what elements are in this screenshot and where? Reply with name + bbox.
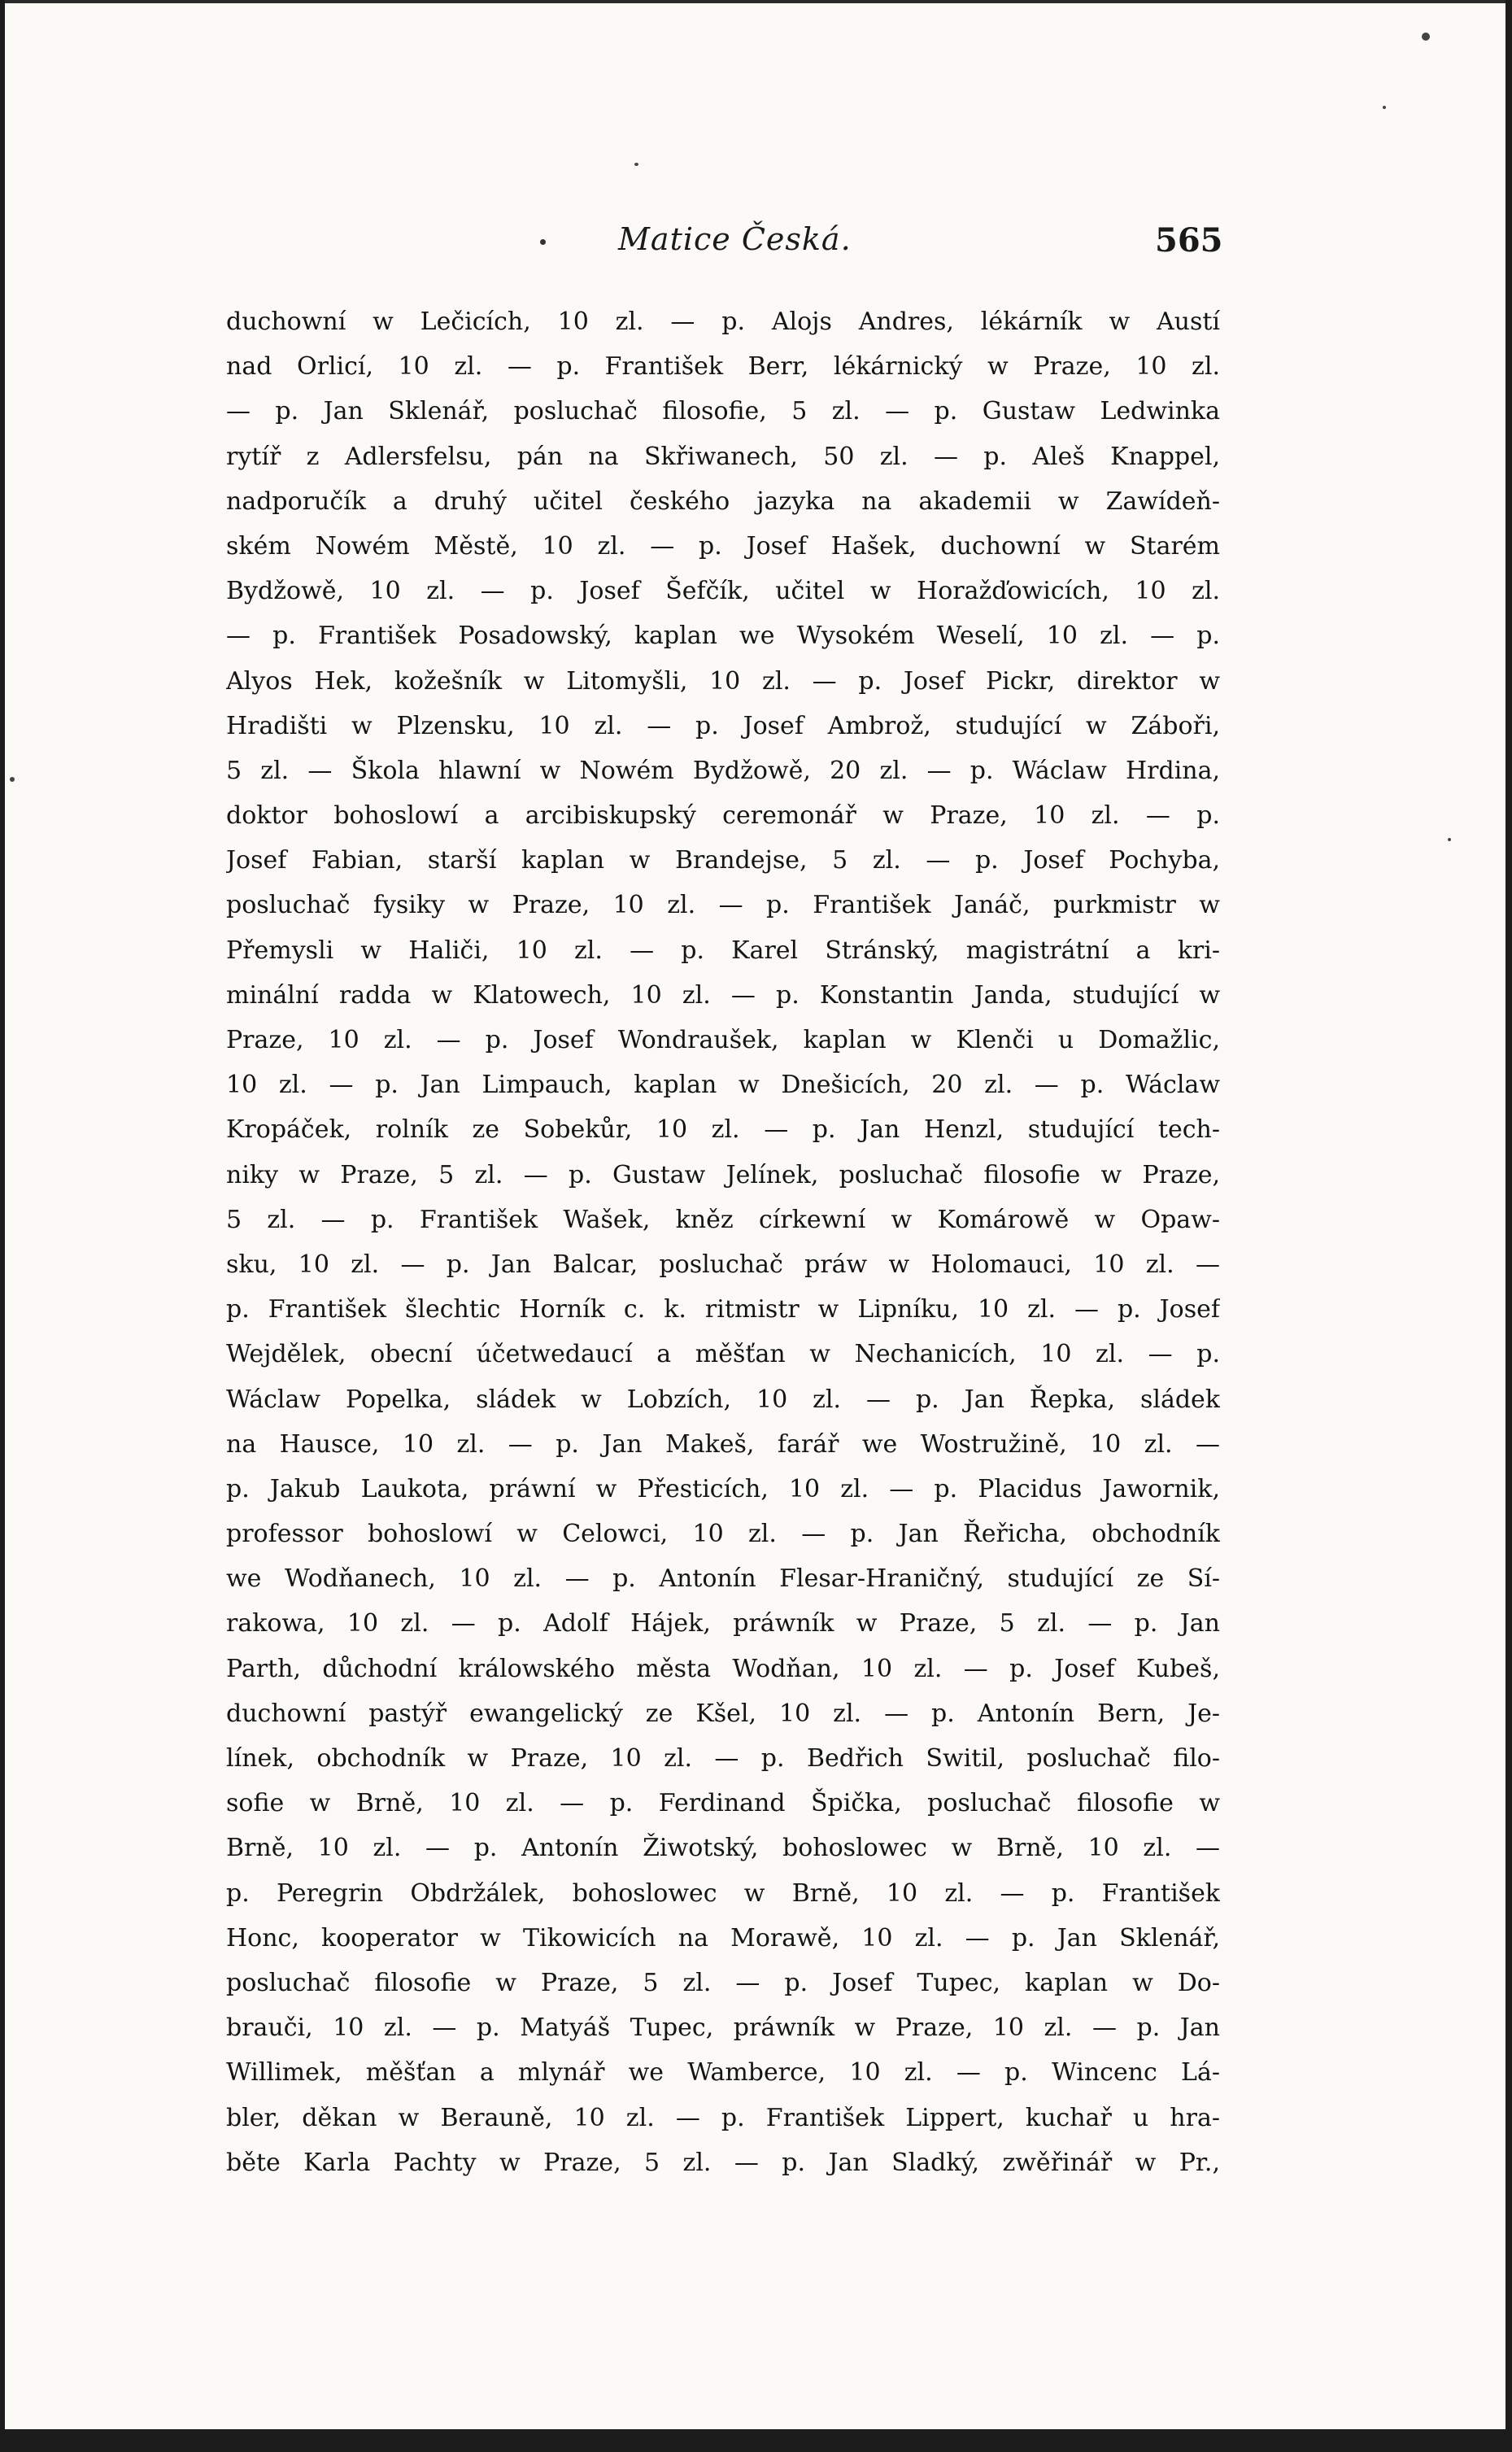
text-line: doktor bohoslowí a arcibiskupský ceremonář w Praze, 10 zl. — p. xyxy=(226,801,1220,831)
text-line: Wáclaw Popelka, sládek w Lobzích, 10 zl. — p. Jan Řepka, sládek xyxy=(226,1385,1220,1414)
text-line: Brně, 10 zl. — p. Antonín Žiwotský, bohoslowec w Brně, 10 zl. — xyxy=(226,1834,1220,1863)
scan-speck xyxy=(634,163,638,166)
text-line: Parth, důchodní králowského města Wodňan, 10 zl. — p. Josef Kubeš, xyxy=(226,1654,1220,1683)
text-line: p. František šlechtic Horník c. k. ritmistr w Lipníku, 10 zl. — p. Josef xyxy=(226,1295,1220,1324)
scan-border-top xyxy=(0,0,1512,3)
scan-border-left xyxy=(0,0,5,2452)
text-line: Bydžowě, 10 zl. — p. Josef Šefčík, učitel w Horažďowicích, 10 zl. xyxy=(226,577,1220,606)
header-dot-mark xyxy=(540,239,546,245)
text-line: Josef Fabian, starší kaplan w Brandejse, 5 zl. — p. Josef Pochyba, xyxy=(226,846,1220,875)
text-line: Willimek, měšťan a mlynář we Wamberce, 10 zl. — p. Wincenc Lá- xyxy=(226,2058,1220,2088)
text-line: Hradišti w Plzensku, 10 zl. — p. Josef Ambrož, studující w Záboři, xyxy=(226,711,1220,740)
text-line: Kropáček, rolník ze Sobekůr, 10 zl. — p. Jan Henzl, studující tech- xyxy=(226,1115,1220,1145)
scan-speck xyxy=(1422,33,1430,41)
scan-speck xyxy=(1448,838,1451,841)
text-line: duchowní pastýř ewangelický ze Kšel, 10 zl. — p. Antonín Bern, Je- xyxy=(226,1699,1220,1728)
text-line: sofie w Brně, 10 zl. — p. Ferdinand Špička, posluchač filosofie w xyxy=(226,1789,1220,1818)
text-line: 5 zl. — Škola hlawní w Nowém Bydžowě, 20 zl. — p. Wáclaw Hrdina, xyxy=(226,756,1220,785)
text-line: nad Orlicí, 10 zl. — p. František Berr, lékárnický w Praze, 10 zl. xyxy=(226,352,1220,382)
text-line: běte Karla Pachty w Praze, 5 zl. — p. Jan Sladký, zwěřinář w Pr., xyxy=(226,2148,1220,2177)
text-line: we Wodňanech, 10 zl. — p. Antonín Flesar-Hraničný, studující ze Sí- xyxy=(226,1564,1220,1594)
text-line: 5 zl. — p. František Wašek, kněz církewní w Komárowě w Opaw- xyxy=(226,1205,1220,1234)
text-line: rakowa, 10 zl. — p. Adolf Hájek, práwník w Praze, 5 zl. — p. Jan xyxy=(226,1609,1220,1638)
text-line: — p. František Posadowský, kaplan we Wysokém Weselí, 10 zl. — p. xyxy=(226,622,1220,651)
text-line: rytíř z Adlersfelsu, pán na Skřiwanech, 50 zl. — p. Aleš Knappel, xyxy=(226,442,1220,471)
text-line: posluchač fysiky w Praze, 10 zl. — p. František Janáč, purkmistr w xyxy=(226,891,1220,920)
text-line: Alyos Hek, kožešník w Litomyšli, 10 zl. — p. Josef Pickr, direktor w xyxy=(226,666,1220,696)
text-line: línek, obchodník w Praze, 10 zl. — p. Bedřich Switil, posluchač filo- xyxy=(226,1744,1220,1773)
page-number: 565 xyxy=(1155,221,1223,260)
body-text xyxy=(226,299,1220,2185)
text-line: sku, 10 zl. — p. Jan Balcar, posluchač práw w Holomauci, 10 zl. — xyxy=(226,1250,1220,1279)
text-line: ském Nowém Městě, 10 zl. — p. Josef Hašek, duchowní w Starém xyxy=(226,531,1220,561)
text-line: Praze, 10 zl. — p. Josef Wondraušek, kaplan w Klenči u Domažlic, xyxy=(226,1026,1220,1054)
text-line: — p. Jan Sklenář, posluchač filosofie, 5 zl. — p. Gustaw Ledwinka xyxy=(226,397,1220,426)
text-line: brauči, 10 zl. — p. Matyáš Tupec, práwník w Praze, 10 zl. — p. Jan xyxy=(226,2014,1220,2043)
scan-border-bottom xyxy=(0,2429,1512,2452)
text-line: Honc, kooperator w Tikowicích na Morawě, 10 zl. — p. Jan Sklenář, xyxy=(226,1923,1220,1952)
scan-speck xyxy=(10,777,15,782)
text-line: posluchač filosofie w Praze, 5 zl. — p. Josef Tupec, kaplan w Do- xyxy=(226,1968,1220,1997)
scan-border-right xyxy=(1505,0,1512,2452)
text-line: 10 zl. — p. Jan Limpauch, kaplan w Dnešicích, 20 zl. — p. Wáclaw xyxy=(226,1071,1220,1100)
text-line: minální radda w Klatowech, 10 zl. — p. Konstantin Janda, studující w xyxy=(226,980,1220,1010)
running-title: Matice Česká. xyxy=(618,221,852,257)
text-line: p. Peregrin Obdržálek, bohoslowec w Brně, 10 zl. — p. František xyxy=(226,1878,1220,1908)
text-line: niky w Praze, 5 zl. — p. Gustaw Jelínek, posluchač filosofie w Praze, xyxy=(226,1160,1220,1189)
text-line: nadporučík a druhý učitel českého jazyka na akademii w Zawídeň- xyxy=(226,486,1220,516)
text-line: duchowní w Lečicích, 10 zl. — p. Alojs Andres, lékárník w Austí xyxy=(226,308,1220,336)
text-line: Přemysli w Haliči, 10 zl. — p. Karel Stránský, magistrátní a kri- xyxy=(226,936,1220,965)
text-line: professor bohoslowí w Celowci, 10 zl. — p. Jan Řeřicha, obchodník xyxy=(226,1520,1220,1549)
text-line: na Hausce, 10 zl. — p. Jan Makeš, farář we Wostružině, 10 zl. — xyxy=(226,1429,1220,1459)
text-line: p. Jakub Laukota, práwní w Přesticích, 10 zl. — p. Placidus Jawornik, xyxy=(226,1474,1220,1503)
text-line: bler, děkan w Berauně, 10 zl. — p. František Lippert, kuchař u hra- xyxy=(226,2103,1220,2132)
text-line: Wejdělek, obecní účetwedaucí a měšťan w Nechanicích, 10 zl. — p. xyxy=(226,1340,1220,1369)
scan-speck xyxy=(1383,106,1386,109)
